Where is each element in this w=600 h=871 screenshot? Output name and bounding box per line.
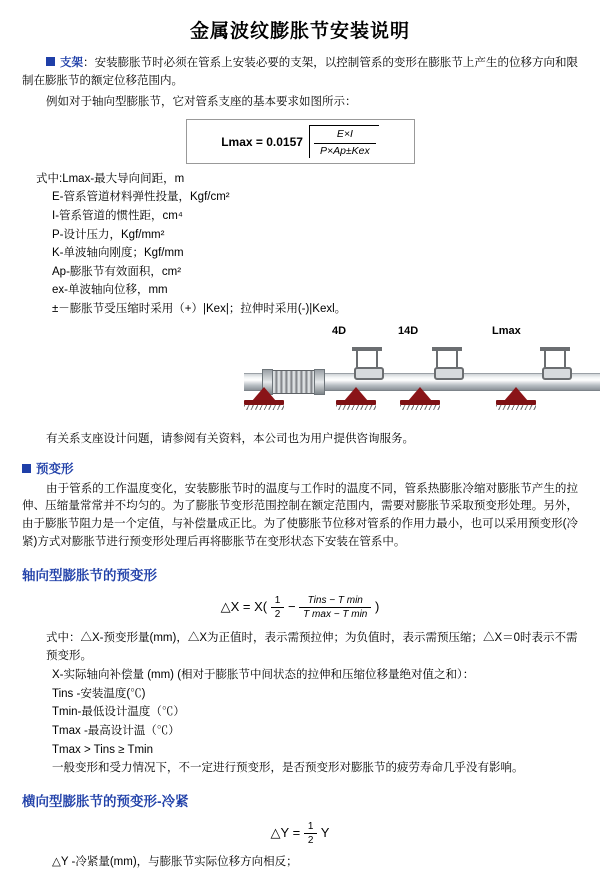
page-title: 金属波纹膨胀节安装说明 xyxy=(189,21,410,42)
legend-list xyxy=(22,170,578,319)
anchor-support-icon xyxy=(336,387,376,409)
formula-lmax-denominator: P×Ap±Kex xyxy=(319,144,370,157)
formula-lmax xyxy=(186,119,415,163)
formula-axial-temp-fraction: $\frac{\text{Tins − T min}}{\text{T max − T min}}$ xyxy=(299,594,371,621)
section-heading-predeform: 预变形 xyxy=(22,459,578,477)
bracket-section-intro: 支架：安装膨胀节时必须在管系上安装必要的支架，以控制管系的变形在膨胀节上产生的位移方向和限制在膨胀节的额定位移范围内。 xyxy=(22,57,579,87)
pipe-flange-right-icon xyxy=(314,369,325,395)
legend-item: E-管系管道材料弹性投量，Kgf/cm² xyxy=(52,191,230,204)
legend-item: Ap-膨胀节有效面积，cm² xyxy=(52,265,182,278)
axial-note: Tins -安装温度(℃) xyxy=(52,687,146,700)
axial-note: 一般变形和受力情况下，不一定进行预变形，是否预变形对膨胀节的疲劳寿命几乎没有影响。 xyxy=(52,762,524,775)
guide-hanger-icon xyxy=(540,347,570,377)
predeform-paragraph: 由于管系的工作温度变化，安装膨胀节时的温度与工作时的温度不同，管系热膨胀冷缩对膨胀节产生的拉伸、压缩量常常并不均匀的。为了膨胀节变形范围控制在额定范围内，需要对膨胀节采取预变形处理。另外，由于膨胀节阻力是一个定值，与补偿量成正比。为了使膨胀节位移对管系的作用力最小，也可以采用预变形(冷紧)方式对膨胀节进行预变形处理后再将膨胀节在变形状态下安装在管系中。 xyxy=(22,482,578,548)
legend-item: 式中:Lmax-最大导向间距，m xyxy=(36,172,185,185)
blue-square-bullet-icon xyxy=(22,464,31,473)
formula-lmax-fraction xyxy=(314,128,376,157)
legend-item: I-管系管道的惯性距，cm⁴ xyxy=(52,209,183,222)
pipe-support-diagram xyxy=(22,325,578,429)
diagram-label-lmax: Lmax xyxy=(492,324,521,337)
formula-lateral-half: $\frac{1}{2}$ xyxy=(304,820,318,847)
formula-lmax-label: Lmax = 0.0157 xyxy=(221,134,303,149)
blue-square-bullet-icon xyxy=(46,57,55,66)
bracket-paragraph-1: 安装膨胀节时必须在管系上安装必要的支架，以控制管系的变形在膨胀节上产生的位移方向和限制在膨胀节的额定位移范围内。 xyxy=(22,57,579,87)
formula-axial-lhs: △X = X( xyxy=(220,598,268,614)
sqrt-symbol-icon xyxy=(309,125,379,157)
guide-hanger-icon xyxy=(432,347,462,377)
formula-lateral-rhs: Y xyxy=(320,824,330,840)
formula-axial-rhs: ) xyxy=(374,598,380,614)
axial-note: Tmin-最低设计温度（℃） xyxy=(52,706,185,719)
anchor-support-icon xyxy=(400,387,440,409)
lateral-notes-list xyxy=(22,853,578,871)
formula-lateral-lhs: △Y = xyxy=(270,824,301,840)
formula-axial-half: $\frac{1}{2}$ xyxy=(271,594,285,621)
legend-item: P-设计压力，Kgf/mm² xyxy=(52,228,165,241)
formula-axial-minus: − xyxy=(287,598,296,614)
axial-note: Tmax > Tins ≥ Tmin xyxy=(52,743,153,756)
axial-note: X-实际轴向补偿量 (mm) (相对于膨胀节中间状态的拉伸和压缩位移量绝对值之和）： xyxy=(52,669,475,681)
section-heading-lateral: 横向型膨胀节的预变形-冷紧 xyxy=(22,793,189,809)
guide-hanger-icon xyxy=(352,347,382,377)
legend-item: ex-单波轴向位移，mm xyxy=(52,284,168,297)
formula-lmax-numerator: E×I xyxy=(314,128,376,143)
diagram-dimension-row xyxy=(312,325,600,343)
section-heading-bracket: 支架 xyxy=(60,57,84,69)
legend-note: 有关系支座设计问题，请参阅有关资料，本公司也为用户提供咨询服务。 xyxy=(46,432,414,445)
formula-lateral xyxy=(22,820,578,847)
bracket-paragraph-2: 例如对于轴向型膨胀节，它对管系支座的基本要求如图所示： xyxy=(46,95,357,108)
section-heading-axial: 轴向型膨胀节的预变形 xyxy=(22,567,157,583)
legend-item: K-单波轴向刚度；Kgf/mm xyxy=(52,247,184,260)
diagram-label-14d: 14D xyxy=(398,324,419,337)
formula-axial xyxy=(22,594,578,621)
axial-note: 式中：△X-预变形量(mm)，△X为正值时，表示需预拉伸；为负值时，表示需预压缩；△X＝0时表示不需预变形。 xyxy=(46,631,578,663)
pipe-assembly xyxy=(244,351,600,421)
anchor-support-icon xyxy=(496,387,536,409)
legend-item: ±－膨胀节受压缩时采用（+）|Kex|；拉伸时采用(-)|Kexl。 xyxy=(52,303,347,316)
lateral-note: △Y -冷紧量(mm)，与膨胀节实际位移方向相反； xyxy=(52,855,298,868)
axial-notes-list xyxy=(22,629,578,778)
axial-note: Tmax -最高设计温（℃） xyxy=(52,724,180,737)
diagram-label-4d: 4D xyxy=(332,324,347,337)
anchor-support-icon xyxy=(244,387,284,409)
